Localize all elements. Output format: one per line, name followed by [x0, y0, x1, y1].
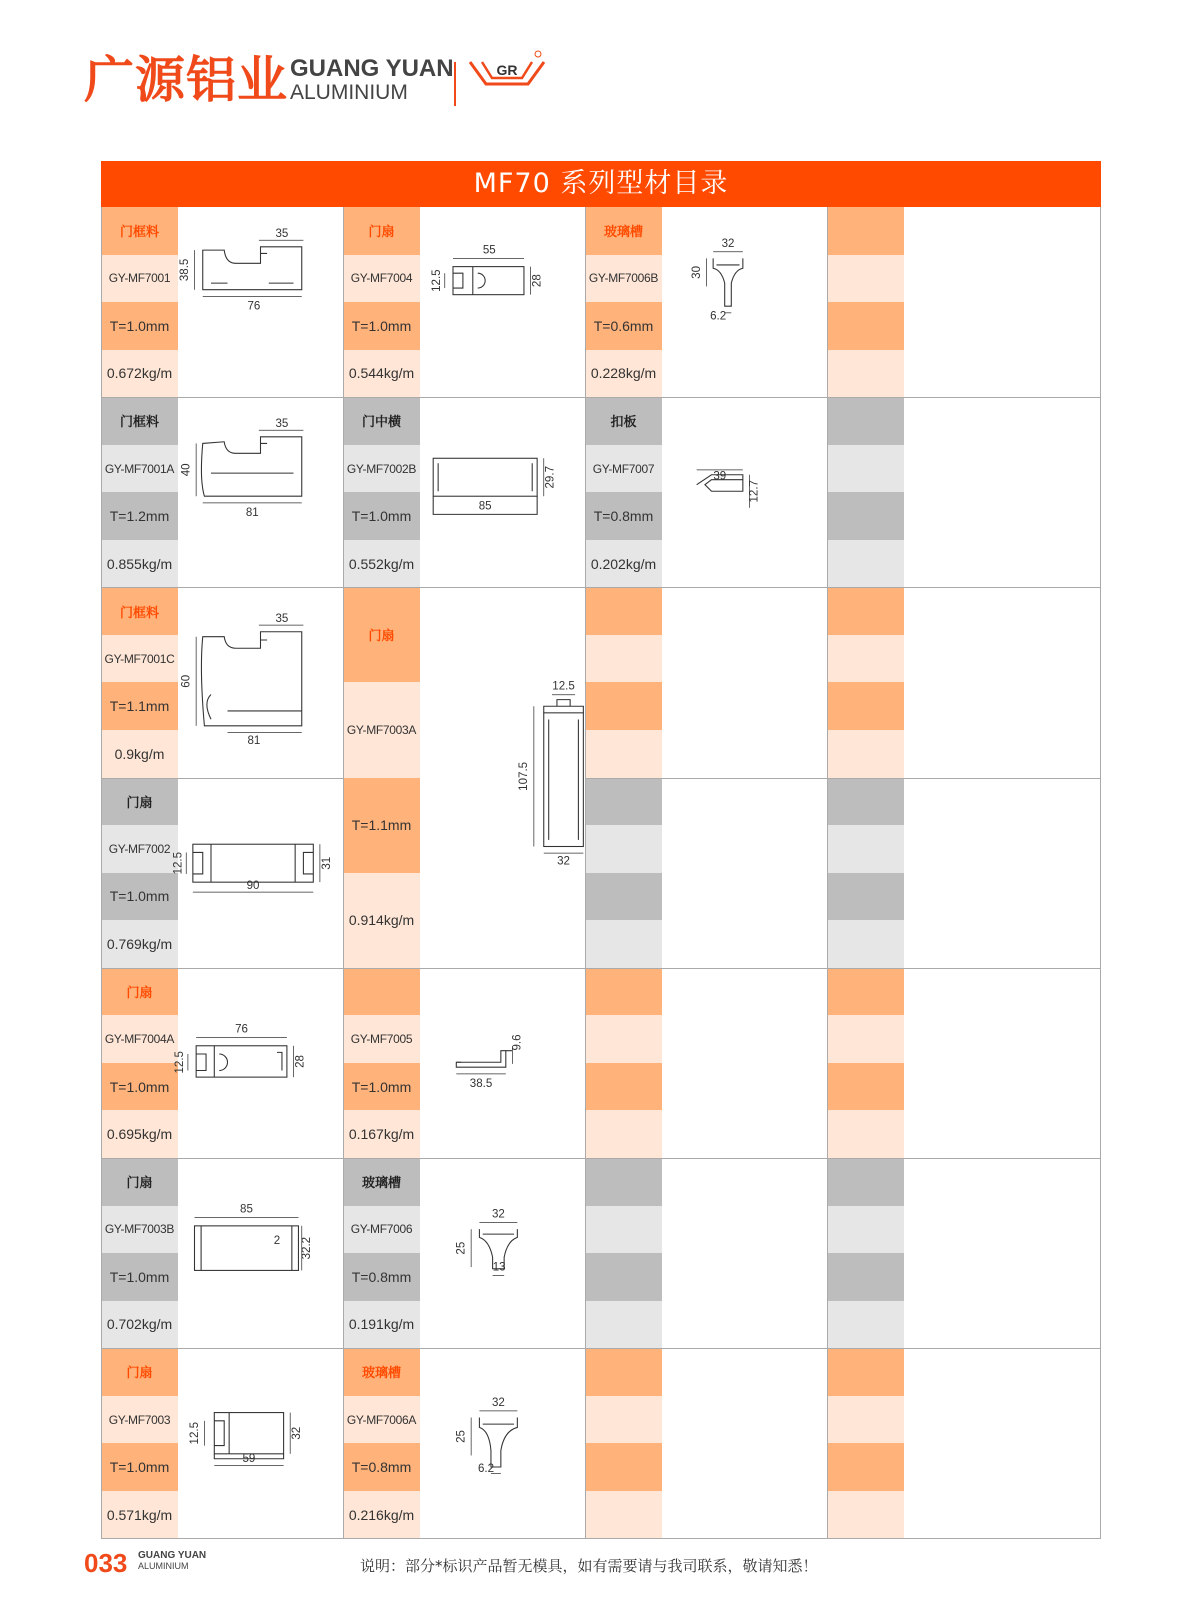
profile-weight: 0.769kg/m	[101, 920, 178, 968]
svg-text:GR: GR	[496, 62, 518, 78]
profile-cell	[343, 1158, 585, 1348]
profile-code: GY-MF7004	[343, 255, 420, 303]
svg-text:12.5: 12.5	[552, 681, 575, 694]
profile-name: 门扇	[343, 207, 420, 255]
svg-text:55: 55	[482, 244, 496, 257]
profile-cell	[101, 1158, 343, 1348]
profile-thickness: T=1.0mm	[101, 302, 178, 350]
svg-text:35: 35	[275, 227, 289, 240]
profile-name	[827, 968, 904, 1016]
empty-cell	[585, 778, 827, 968]
profile-code: GY-MF7003A	[343, 682, 420, 777]
profile-cell	[101, 397, 343, 587]
profile-code	[585, 825, 662, 873]
svg-text:30: 30	[690, 265, 703, 279]
profile-thickness	[827, 1443, 904, 1491]
profile-thickness: T=0.6mm	[585, 302, 662, 350]
svg-text:9.6: 9.6	[511, 1034, 524, 1051]
grid-divider	[1100, 207, 1101, 1538]
profile-name: 玻璃槽	[585, 207, 662, 255]
svg-text:38.5: 38.5	[469, 1077, 493, 1090]
profile-weight: 0.914kg/m	[343, 873, 420, 968]
profile-thickness: T=1.1mm	[101, 682, 178, 730]
profile-cell	[585, 207, 827, 397]
empty-cell	[827, 968, 1069, 1158]
profile-thickness	[827, 873, 904, 921]
profile-cell	[101, 207, 343, 397]
svg-text:12.5: 12.5	[188, 1422, 201, 1445]
empty-cell	[827, 1348, 1069, 1538]
profile-drawing	[420, 207, 585, 397]
profile-drawing	[178, 207, 343, 397]
profile-thickness	[827, 302, 904, 350]
profile-code	[585, 1206, 662, 1254]
profile-weight	[827, 1301, 904, 1349]
page-header	[0, 0, 1200, 130]
svg-text:12.5: 12.5	[172, 851, 185, 875]
grid-divider	[827, 207, 828, 1538]
svg-text:25: 25	[455, 1241, 468, 1255]
catalog-table	[101, 161, 1101, 1539]
profile-name: 门扇	[343, 587, 420, 682]
profile-code: GY-MF7002	[101, 825, 178, 873]
profile-weight: 0.9kg/m	[101, 730, 178, 778]
brand-english-name	[290, 57, 454, 105]
profile-name: 玻璃槽	[343, 1348, 420, 1396]
svg-text:32: 32	[491, 1208, 505, 1221]
svg-text:32: 32	[557, 856, 570, 869]
profile-thickness	[827, 1063, 904, 1111]
profile-drawing	[420, 587, 585, 967]
profile-code: GY-MF7007	[585, 445, 662, 493]
brand-chinese-name: 广源铝业	[84, 51, 288, 109]
profile-code: GY-MF7002B	[343, 445, 420, 493]
profile-name	[827, 587, 904, 635]
svg-text:81: 81	[245, 507, 259, 520]
profile-thickness	[585, 1443, 662, 1491]
profile-thickness: T=1.0mm	[101, 1063, 178, 1111]
profile-code	[827, 635, 904, 683]
profile-name	[585, 968, 662, 1016]
profile-drawing	[662, 207, 827, 397]
svg-text:2: 2	[273, 1235, 281, 1248]
profile-drawing	[178, 397, 343, 587]
footer-brand	[138, 1550, 206, 1572]
svg-text:90: 90	[246, 879, 260, 892]
profile-cell	[585, 397, 827, 587]
profile-weight	[827, 920, 904, 968]
profile-code: GY-MF7001	[101, 255, 178, 303]
grid-divider	[101, 587, 1101, 588]
brand-logo-icon	[468, 48, 546, 102]
profile-thickness	[827, 1253, 904, 1301]
profile-name	[585, 778, 662, 826]
svg-text:32: 32	[291, 1426, 304, 1440]
profile-code	[827, 1206, 904, 1254]
profile-weight	[827, 1110, 904, 1158]
profile-name	[827, 397, 904, 445]
profile-name	[585, 1158, 662, 1206]
empty-cell	[827, 587, 1069, 777]
svg-text:85: 85	[240, 1203, 253, 1216]
profile-weight	[827, 350, 904, 398]
profile-thickness	[827, 492, 904, 540]
profile-thickness	[585, 873, 662, 921]
profile-thickness: T=0.8mm	[585, 492, 662, 540]
profile-name: 门框料	[101, 207, 178, 255]
profile-drawing	[420, 968, 585, 1158]
svg-text:28: 28	[294, 1054, 307, 1068]
profile-name: 扣板	[585, 397, 662, 445]
svg-text:107.5: 107.5	[518, 762, 531, 792]
profile-cell	[343, 587, 585, 967]
svg-text:13: 13	[492, 1261, 506, 1274]
profile-weight	[827, 540, 904, 588]
svg-text:6.2: 6.2	[710, 310, 727, 323]
profile-code	[827, 255, 904, 303]
grid-divider	[585, 778, 1101, 779]
profile-weight: 0.571kg/m	[101, 1491, 178, 1539]
profile-weight: 0.202kg/m	[585, 540, 662, 588]
profile-weight: 0.216kg/m	[343, 1491, 420, 1539]
profile-drawing	[178, 1348, 343, 1538]
empty-cell	[585, 968, 827, 1158]
brand-divider	[454, 62, 456, 106]
profile-code	[585, 1015, 662, 1063]
profile-weight: 0.191kg/m	[343, 1301, 420, 1349]
svg-text:76: 76	[247, 300, 261, 313]
profile-thickness: T=1.0mm	[343, 492, 420, 540]
profile-name: 玻璃槽	[343, 1158, 420, 1206]
grid-divider	[101, 778, 343, 779]
profile-name: 门中横	[343, 397, 420, 445]
profile-name	[827, 207, 904, 255]
profile-weight: 0.167kg/m	[343, 1110, 420, 1158]
profile-code: GY-MF7006	[343, 1206, 420, 1254]
profile-weight: 0.544kg/m	[343, 350, 420, 398]
profile-cell	[101, 968, 343, 1158]
profile-cell	[101, 778, 343, 968]
profile-weight: 0.672kg/m	[101, 350, 178, 398]
profile-code: GY-MF7006B	[585, 255, 662, 303]
profile-drawing	[178, 587, 343, 777]
profile-code: GY-MF7005	[343, 1015, 420, 1063]
profile-thickness	[827, 682, 904, 730]
profile-code: GY-MF7004A	[101, 1015, 178, 1063]
profile-code	[827, 1015, 904, 1063]
svg-text:32.2: 32.2	[301, 1236, 313, 1260]
profile-thickness	[585, 1063, 662, 1111]
profile-name	[827, 1158, 904, 1206]
profile-code: GY-MF7001A	[101, 445, 178, 493]
svg-text:59: 59	[242, 1453, 256, 1466]
svg-text:85: 85	[478, 500, 492, 513]
profile-cell	[101, 1348, 343, 1538]
profile-weight: 0.702kg/m	[101, 1301, 178, 1349]
catalog-title: MF70 系列型材目录	[101, 161, 1101, 207]
profile-drawing	[420, 1348, 585, 1538]
profile-name: 门扇	[101, 1158, 178, 1206]
profile-weight: 0.228kg/m	[585, 350, 662, 398]
profile-name: 门扇	[101, 778, 178, 826]
profile-thickness: T=0.8mm	[343, 1443, 420, 1491]
profile-code: GY-MF7003	[101, 1396, 178, 1444]
profile-thickness	[585, 1253, 662, 1301]
profile-code	[585, 1396, 662, 1444]
svg-text:12.7: 12.7	[748, 480, 761, 503]
svg-text:25: 25	[455, 1430, 468, 1444]
profile-cell	[343, 968, 585, 1158]
page-number: 033	[84, 1548, 128, 1578]
profile-thickness: T=1.0mm	[343, 1063, 420, 1111]
brand-en-line1: GUANG YUAN	[290, 55, 454, 82]
profile-cell	[343, 207, 585, 397]
catalog-grid	[101, 207, 1101, 1539]
profile-thickness: T=1.0mm	[101, 873, 178, 921]
empty-cell	[585, 1158, 827, 1348]
svg-text:32: 32	[721, 237, 735, 250]
profile-weight	[585, 1301, 662, 1349]
svg-text:12.5: 12.5	[430, 269, 443, 292]
profile-name	[343, 968, 420, 1016]
empty-cell	[827, 207, 1069, 397]
profile-drawing	[178, 1158, 343, 1348]
empty-cell	[827, 778, 1069, 968]
profile-weight	[585, 920, 662, 968]
profile-code: GY-MF7006A	[343, 1396, 420, 1444]
profile-code	[585, 635, 662, 683]
profile-thickness	[585, 682, 662, 730]
svg-text:38.5: 38.5	[178, 258, 191, 282]
profile-weight: 0.552kg/m	[343, 540, 420, 588]
profile-thickness: T=1.0mm	[101, 1253, 178, 1301]
profile-weight	[827, 730, 904, 778]
svg-text:81: 81	[247, 735, 261, 748]
empty-cell	[585, 1348, 827, 1538]
profile-thickness: T=1.2mm	[101, 492, 178, 540]
footer-note: 说明：部分*标识产品暂无模具，如有需要请与我司联系，敬请知悉！	[360, 1557, 818, 1575]
empty-cell	[585, 587, 827, 777]
profile-code	[827, 445, 904, 493]
profile-name	[585, 587, 662, 635]
brand-en-line2: ALUMINIUM	[290, 81, 408, 104]
profile-thickness: T=1.0mm	[101, 1443, 178, 1491]
profile-weight	[585, 1110, 662, 1158]
svg-text:29.7: 29.7	[544, 466, 557, 489]
svg-text:35: 35	[275, 418, 289, 431]
grid-divider	[101, 397, 1101, 398]
svg-text:39: 39	[713, 470, 727, 483]
grid-divider	[101, 1348, 1101, 1349]
footer-brand-line2: ALUMINIUM	[138, 1561, 189, 1571]
svg-text:32: 32	[491, 1397, 505, 1410]
grid-divider	[585, 207, 586, 1538]
profile-cell	[343, 1348, 585, 1538]
profile-name: 门扇	[101, 968, 178, 1016]
profile-drawing	[172, 778, 343, 968]
profile-cell	[101, 587, 343, 777]
profile-thickness: T=1.0mm	[343, 302, 420, 350]
profile-code	[827, 1396, 904, 1444]
profile-weight	[585, 730, 662, 778]
profile-drawing	[420, 1158, 585, 1348]
profile-name	[827, 778, 904, 826]
svg-text:6.2: 6.2	[477, 1463, 495, 1476]
empty-cell	[827, 397, 1069, 587]
grid-divider	[101, 1158, 1101, 1159]
grid-divider	[101, 968, 1101, 969]
profile-name: 门框料	[101, 397, 178, 445]
profile-name	[827, 1348, 904, 1396]
grid-divider	[343, 207, 344, 1538]
profile-name	[585, 1348, 662, 1396]
svg-text:60: 60	[180, 675, 193, 689]
svg-text:31: 31	[320, 856, 333, 870]
footer-brand-line1: GUANG YUAN	[138, 1550, 207, 1561]
profile-cell	[343, 397, 585, 587]
profile-drawing	[420, 397, 585, 587]
profile-code: GY-MF7003B	[101, 1206, 178, 1254]
svg-text:35: 35	[275, 613, 289, 626]
profile-code: GY-MF7001C	[101, 635, 178, 683]
profile-weight	[827, 1491, 904, 1539]
profile-weight: 0.695kg/m	[101, 1110, 178, 1158]
empty-cell	[827, 1158, 1069, 1348]
profile-name: 门扇	[101, 1348, 178, 1396]
svg-text:28: 28	[531, 274, 544, 288]
grid-divider	[101, 207, 102, 1538]
profile-drawing	[173, 968, 343, 1158]
profile-weight	[585, 1491, 662, 1539]
svg-text:40: 40	[180, 463, 193, 477]
profile-drawing	[662, 397, 827, 587]
profile-name: 门框料	[101, 587, 178, 635]
svg-text:12.5: 12.5	[173, 1050, 186, 1074]
profile-weight: 0.855kg/m	[101, 540, 178, 588]
profile-code	[827, 825, 904, 873]
profile-thickness: T=1.1mm	[343, 778, 420, 873]
profile-thickness: T=0.8mm	[343, 1253, 420, 1301]
svg-text:76: 76	[235, 1023, 248, 1036]
